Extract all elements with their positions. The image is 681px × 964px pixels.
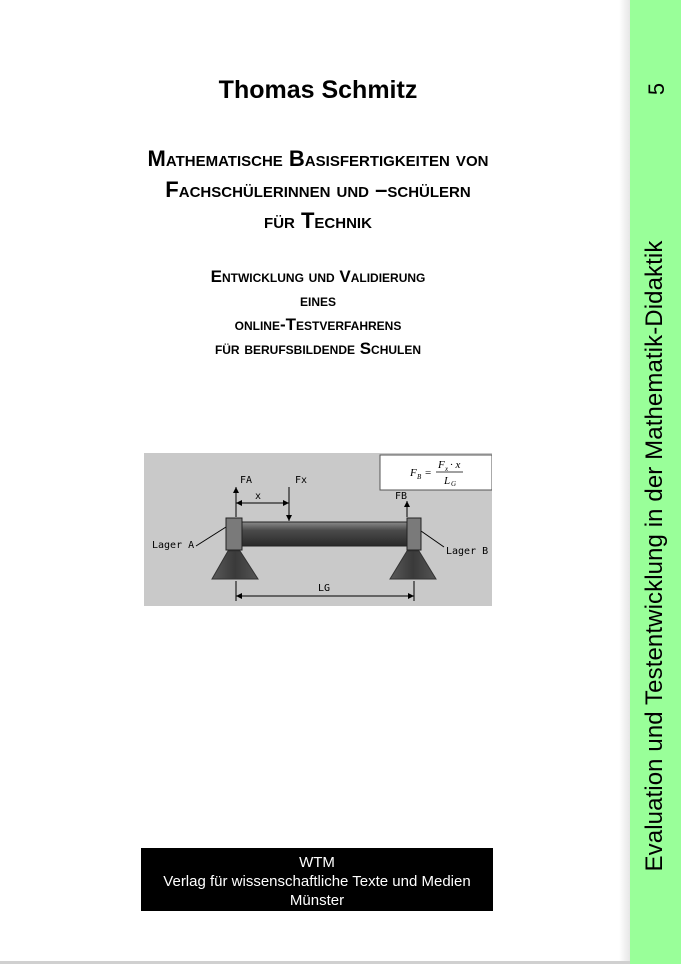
book-subtitle: [0, 265, 636, 361]
author-name: Thomas Schmitz: [218, 76, 418, 104]
beam-shaft: [232, 522, 416, 546]
subtitle-line-2: eines: [299, 291, 336, 310]
formula-box: [380, 455, 492, 490]
label-x: x: [255, 491, 262, 502]
title-line-3: für Technik: [264, 208, 372, 233]
book-title: [0, 143, 636, 236]
formula-lhs: F: [410, 467, 417, 479]
label-lager-a: Lager A: [152, 540, 195, 551]
formula-numerator-rest: · x: [450, 459, 461, 471]
bearing-b: [407, 518, 421, 550]
formula-denominator: L: [444, 475, 451, 487]
series-title: Evaluation und Testentwicklung in der Mathematik-Didaktik: [641, 240, 668, 872]
subtitle-line-1: Entwicklung und Validierung: [210, 267, 426, 286]
x-arrow-right: [283, 500, 289, 506]
lg-arrow-right: [408, 593, 414, 599]
series-number: 5: [644, 82, 669, 96]
lager-b-leader: [421, 531, 444, 547]
title-line-2: Fachschülerinnen und –schülern: [165, 177, 471, 202]
publisher-name: WTM: [299, 854, 335, 871]
support-b: [390, 551, 436, 579]
title-line-1: Mathematische Basisfertigkeiten von: [147, 146, 489, 171]
fx-arrow-head: [286, 515, 292, 521]
bearing-a: [226, 518, 242, 550]
formula-numerator-sub: x: [445, 465, 449, 473]
label-lager-b: Lager B: [446, 546, 489, 557]
beam-diagram: [144, 453, 492, 606]
label-lg: LG: [318, 583, 331, 594]
formula-numerator: F: [438, 459, 445, 471]
label-fx: Fx: [295, 475, 308, 486]
formula-denominator-sub: G: [451, 480, 457, 488]
fa-arrow-head: [233, 487, 239, 493]
support-a: [212, 551, 258, 579]
label-fa: FA: [240, 475, 253, 486]
lager-a-leader: [196, 527, 226, 546]
publisher-description: Verlag für wissenschaftliche Texte und Medien: [163, 873, 471, 890]
publisher-box: [141, 848, 493, 911]
lg-arrow-left: [236, 593, 242, 599]
subtitle-line-4: für berufsbildende Schulen: [214, 339, 422, 358]
formula-lhs-sub: B: [417, 473, 422, 481]
formula-eq: =: [425, 467, 432, 479]
subtitle-line-3: online-Testverfahrens: [234, 315, 402, 334]
publisher-city: Münster: [289, 892, 345, 909]
x-arrow-left: [236, 500, 242, 506]
label-fb: FB: [395, 491, 408, 502]
beam-diagram-svg: [144, 453, 492, 606]
